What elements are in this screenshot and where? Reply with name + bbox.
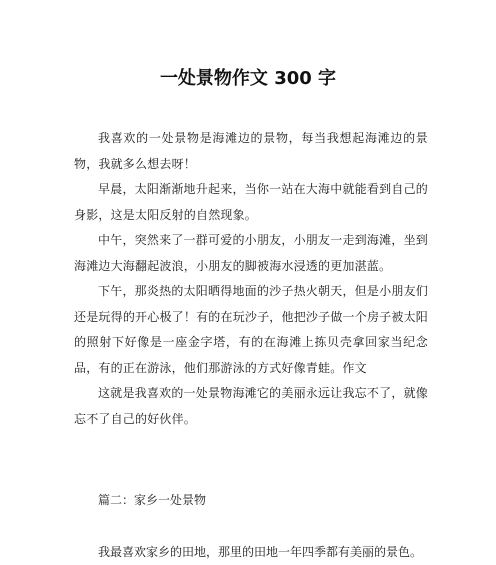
section-first-paragraph: 我最喜欢家乡的田地，那里的田地一年四季都有美丽的景色。 — [98, 545, 423, 559]
paragraph-conclusion: 这就是我喜欢的一处景物海滩它的美丽永远让我忘不了，就像忘不了自己的好伙伴。 — [74, 386, 428, 426]
paragraph-morning: 早晨，太阳渐渐地升起来，当你一站在大海中就能看到自己的身影，这是太阳反射的自然现象。 — [74, 182, 428, 222]
section-heading: 篇二：家乡一处景物 — [98, 493, 207, 507]
paragraph-intro: 我喜欢的一处景物是海滩边的景物，每当我想起海滩边的景物，我就多么想去呀！ — [74, 131, 428, 171]
document-title: 一处景物作文 300 字 — [159, 68, 337, 89]
paragraph-noon: 中午，突然来了一群可爱的小朋友，小朋友一走到海滩，坐到海滩边大海翻起波浪，小朋友的脚被海水浸透的更加湛蓝。 — [74, 233, 428, 273]
paragraph-afternoon: 下午，那炎热的太阳晒得地面的沙子热火朝天，但是小朋友们还是玩得的开心极了！有的在玩沙子，他把沙子做一个房子被太阳的照射下好像是一座金字塔，有的在海滩上拣贝壳拿回家当纪念品，有的正在游泳，他们那游泳的方式好像青蛙。作文 — [74, 284, 428, 375]
article-body — [74, 126, 428, 432]
